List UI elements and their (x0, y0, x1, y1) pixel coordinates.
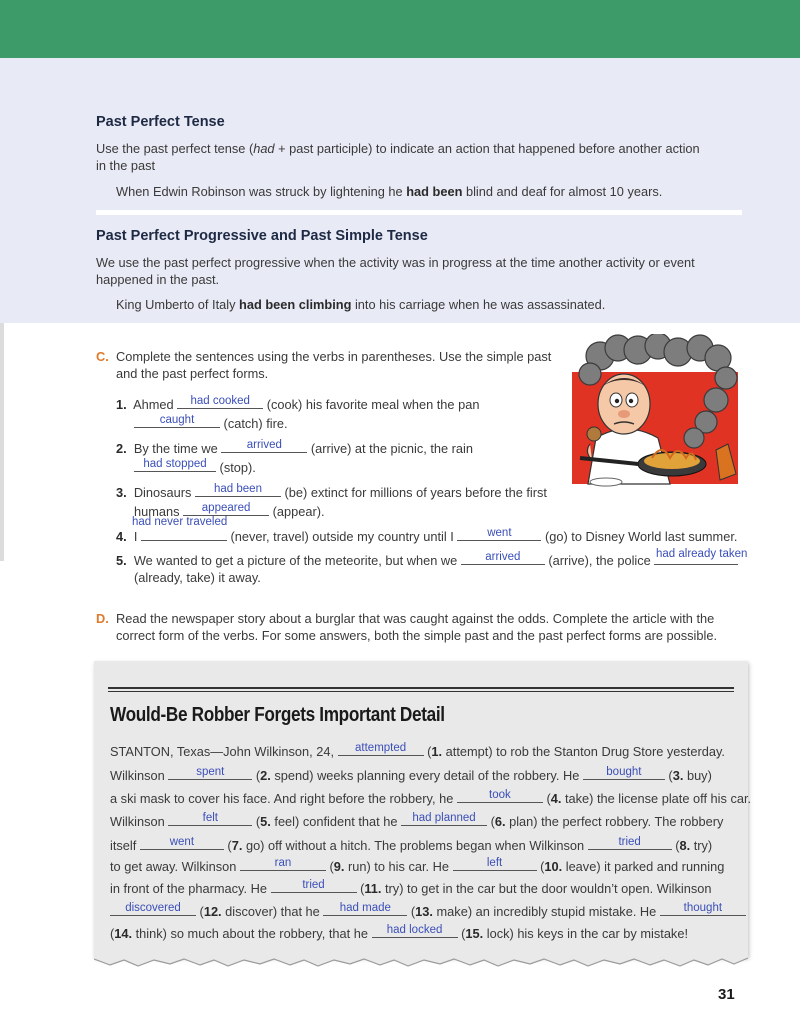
article-line-1: STANTON, Texas—John Wilkinson, 24, attempted (1. attempt) to rob the Stanton Drug Store yesterday. (110, 742, 725, 759)
article-text: lock) his keys in the car by mistake! (483, 926, 689, 941)
answer-text: caught (159, 414, 195, 426)
grammar-divider (96, 210, 742, 215)
answer-text-item-5b: had already taken (656, 548, 748, 560)
item-number: 3. (672, 768, 684, 783)
article-text: leave) it parked and running (562, 859, 725, 874)
item-text: (appear). (269, 504, 325, 519)
exercise-c-item-3 (116, 482, 547, 500)
item-number: 5. (260, 814, 271, 829)
answer-blank[interactable] (140, 835, 224, 850)
exercise-c-item-2 (116, 438, 473, 456)
answer-blank[interactable] (177, 394, 263, 409)
answer-text: bought (606, 766, 642, 778)
item-text: We wanted to get a picture of the meteorite, but when we (133, 553, 461, 568)
answer-blank[interactable] (660, 901, 746, 916)
exercise-c-item-4 (116, 526, 737, 544)
article-text: Wilkinson (110, 814, 169, 829)
answer-text: tried (618, 836, 641, 848)
answer-text: discovered (125, 902, 181, 914)
exercise-c-item-5-cont: (already, take) it away. (134, 570, 261, 585)
item-text: I (133, 529, 141, 544)
article-text: spend) weeks planning every detail of the robbery. He (270, 768, 583, 783)
item-number: 14. (114, 926, 133, 941)
answer-blank[interactable] (271, 878, 357, 893)
article-text: try) to get in the car but the door wouldn’t open. Wilkinson (381, 881, 712, 896)
item-number: 4. (550, 791, 562, 806)
item-number: 6. (494, 814, 506, 829)
heading-past-perfect-progressive: Past Perfect Progressive and Past Simple Tense (96, 228, 428, 244)
progressive-explanation-line2: happened in the past. (96, 272, 220, 287)
chef-burning-pan-illustration (566, 334, 742, 492)
exercise-d-instructions-line1: Read the newspaper story about a burglar that was caught against the odds. Complete the article with the (116, 611, 715, 626)
article-text: discover) that he (221, 904, 324, 919)
item-text: (be) extinct for millions of years before the first (280, 485, 547, 500)
item-number: 1. (116, 397, 127, 412)
article-text: plan) the perfect robbery. The robbery (505, 814, 724, 829)
answer-blank[interactable] (134, 457, 216, 472)
answer-blank[interactable] (195, 482, 281, 497)
exercise-letter: D. (96, 611, 109, 626)
answer-blank[interactable] (323, 901, 407, 916)
answer-text: had made (339, 902, 391, 914)
exercise-c-item-5 (116, 550, 738, 568)
page-edge-strip (0, 323, 4, 561)
answer-text-item-4a: had never traveled (132, 516, 228, 528)
article-line-4: Wilkinson felt (5. feel) confident that he had planned (6. plan) the perfect robbery. The robbery (110, 812, 724, 829)
item-number: 12. (203, 904, 222, 919)
item-number: 3. (116, 485, 127, 500)
answer-text: left (486, 857, 503, 869)
answer-blank[interactable] (461, 550, 545, 565)
exercise-c-instructions-line2: and the past perfect forms. (116, 366, 269, 381)
item-number: 9. (333, 859, 345, 874)
item-number: 2. (116, 441, 127, 456)
item-number: 4. (116, 529, 127, 544)
answer-blank[interactable] (372, 923, 458, 938)
answer-text: arrived (246, 439, 282, 451)
answer-text: ran (274, 857, 292, 869)
past-perfect-example (116, 183, 662, 200)
article-line-5: itself went (7. go) off without a hitch. The problems began when Wilkinson tried (8. try) (110, 836, 713, 853)
item-number: 2. (260, 768, 271, 783)
heading-past-perfect: Past Perfect Tense (96, 114, 225, 130)
past-perfect-explanation-line2: in the past (96, 158, 156, 173)
answer-blank[interactable] (588, 835, 672, 850)
progressive-explanation-line1: We use the past perfect progressive when the activity was in progress at the time another activity or event (96, 255, 695, 270)
exercise-c-item-1 (116, 394, 479, 412)
item-text: (stop). (216, 460, 256, 475)
answer-text: had cooked (190, 395, 250, 407)
article-line-9: (14. think) so much about the robbery, that he had locked (15. lock) his keys in the car by mistake! (110, 924, 689, 941)
example-text: King Umberto of Italy (116, 297, 240, 312)
article-text: in front of the pharmacy. He (110, 881, 271, 896)
answer-text: went (487, 527, 512, 539)
article-text: STANTON, Texas—John Wilkinson, 24, (110, 744, 338, 759)
answer-text: arrived (485, 551, 521, 563)
article-text: make) an incredibly stupid mistake. He (432, 904, 660, 919)
answer-text: took (489, 789, 511, 801)
answer-blank[interactable] (583, 765, 665, 780)
answer-text: spent (196, 766, 225, 778)
item-text: (catch) fire. (220, 416, 288, 431)
answer-text: had planned (412, 812, 476, 824)
example-text-end: into his carriage when he was assassinated. (351, 297, 606, 312)
example-text: When Edwin Robinson was struck by lightening he (116, 184, 407, 199)
item-text: humans (134, 504, 184, 519)
answer-text: felt (202, 812, 218, 824)
answer-blank[interactable] (457, 788, 543, 803)
answer-blank[interactable] (110, 901, 196, 916)
exercise-c-instructions-line1: Complete the sentences using the verbs in parentheses. Use the simple past (116, 349, 552, 364)
exercise-letter: C. (96, 349, 109, 364)
item-text: By the time we (133, 441, 222, 456)
answer-blank[interactable] (457, 526, 541, 541)
article-text: attempt) to rob the Stanton Drug Store yesterday. (442, 744, 725, 759)
article-text: itself (110, 838, 140, 853)
article-line-2: Wilkinson spent (2. spend) weeks planning every detail of the robbery. He bought (3. buy) (110, 766, 712, 783)
item-number: 8. (679, 838, 691, 853)
article-text: buy) (683, 768, 712, 783)
item-number: 1. (431, 744, 443, 759)
item-number: 11. (364, 881, 382, 896)
answer-blank[interactable] (401, 811, 487, 826)
answer-blank[interactable] (134, 413, 220, 428)
item-number: 10. (544, 859, 563, 874)
exercise-d-letter (96, 610, 109, 627)
item-text: Ahmed (133, 397, 178, 412)
article-text: to get away. Wilkinson (110, 859, 240, 874)
item-text: (arrive) at the picnic, the rain (307, 441, 474, 456)
item-text: (go) to Disney World last summer. (541, 529, 738, 544)
article-text: try) (690, 838, 713, 853)
progressive-example (116, 296, 605, 313)
item-number: 15. (465, 926, 484, 941)
item-text: (never, travel) outside my country until I (226, 529, 458, 544)
answer-text: attempted (355, 742, 407, 754)
answer-blank[interactable] (221, 438, 307, 453)
answer-blank[interactable] (183, 501, 269, 516)
answer-text: appeared (201, 502, 251, 514)
answer-blank[interactable] (168, 811, 252, 826)
exercise-c-item-1-cont (134, 413, 288, 431)
article-line-8: discovered (12. discover) that he had made (13. make) an incredibly stupid mistake. He thought (110, 901, 746, 919)
item-number: 13. (415, 904, 433, 919)
answer-blank[interactable] (141, 526, 227, 541)
exercise-c-letter (96, 348, 109, 365)
example-text-end: blind and deaf for almost 10 years. (462, 184, 663, 199)
top-banner (0, 0, 800, 58)
item-number: 5. (116, 553, 127, 568)
article-text: feel) confident that he (270, 814, 402, 829)
example-bold: had been climbing (239, 297, 352, 312)
item-text: (cook) his favorite meal when the pan (263, 397, 480, 412)
item-text: (arrive), the police (544, 553, 655, 568)
torn-paper-edge (94, 950, 748, 972)
article-title: Would-Be Robber Forgets Important Detail (110, 704, 445, 726)
item-number: 7. (231, 838, 243, 853)
answer-text: tried (302, 879, 325, 891)
article-line-3: a ski mask to cover his face. And right before the robbery, he took (4. take) the license plate off his car. (110, 789, 752, 806)
example-bold: had been (406, 184, 463, 199)
article-line-6: to get away. Wilkinson ran (9. run) to his car. He left (10. leave) it parked and running (110, 857, 725, 874)
answer-blank[interactable] (168, 765, 252, 780)
article-rule-thick (108, 687, 734, 689)
answer-text: had stopped (143, 458, 207, 470)
past-perfect-explanation: Use the past perfect tense (had + past participle) to indicate an action that happened before another action (96, 141, 700, 156)
answer-text: had been (214, 483, 262, 495)
answer-blank[interactable] (338, 741, 424, 756)
answer-text: went (169, 836, 195, 848)
answer-text: had locked (386, 924, 443, 936)
answer-text: thought (683, 902, 723, 914)
article-text: run) to his car. He (344, 859, 453, 874)
article-text: go) off without a hitch. The problems began when Wilkinson (242, 838, 588, 853)
exercise-c-item-2-cont (134, 457, 256, 475)
article-line-7: in front of the pharmacy. He tried (11. try) to get in the car but the door wouldn’t open. Wilkinson (110, 879, 712, 896)
article-rule-thin (108, 691, 734, 692)
exercise-d-instructions-line2: correct form of the verbs. For some answers, both the simple past and the past perfect forms are possible. (116, 628, 718, 643)
article-text: take) the license plate off his car. (561, 791, 752, 806)
article-text: Wilkinson (110, 768, 169, 783)
item-text: Dinosaurs (133, 485, 195, 500)
answer-blank[interactable] (240, 856, 326, 871)
page-number: 31 (718, 986, 735, 1003)
article-text: a ski mask to cover his face. And right before the robbery, he (110, 791, 457, 806)
article-text: think) so much about the robbery, that he (132, 926, 372, 941)
answer-blank[interactable] (453, 856, 537, 871)
